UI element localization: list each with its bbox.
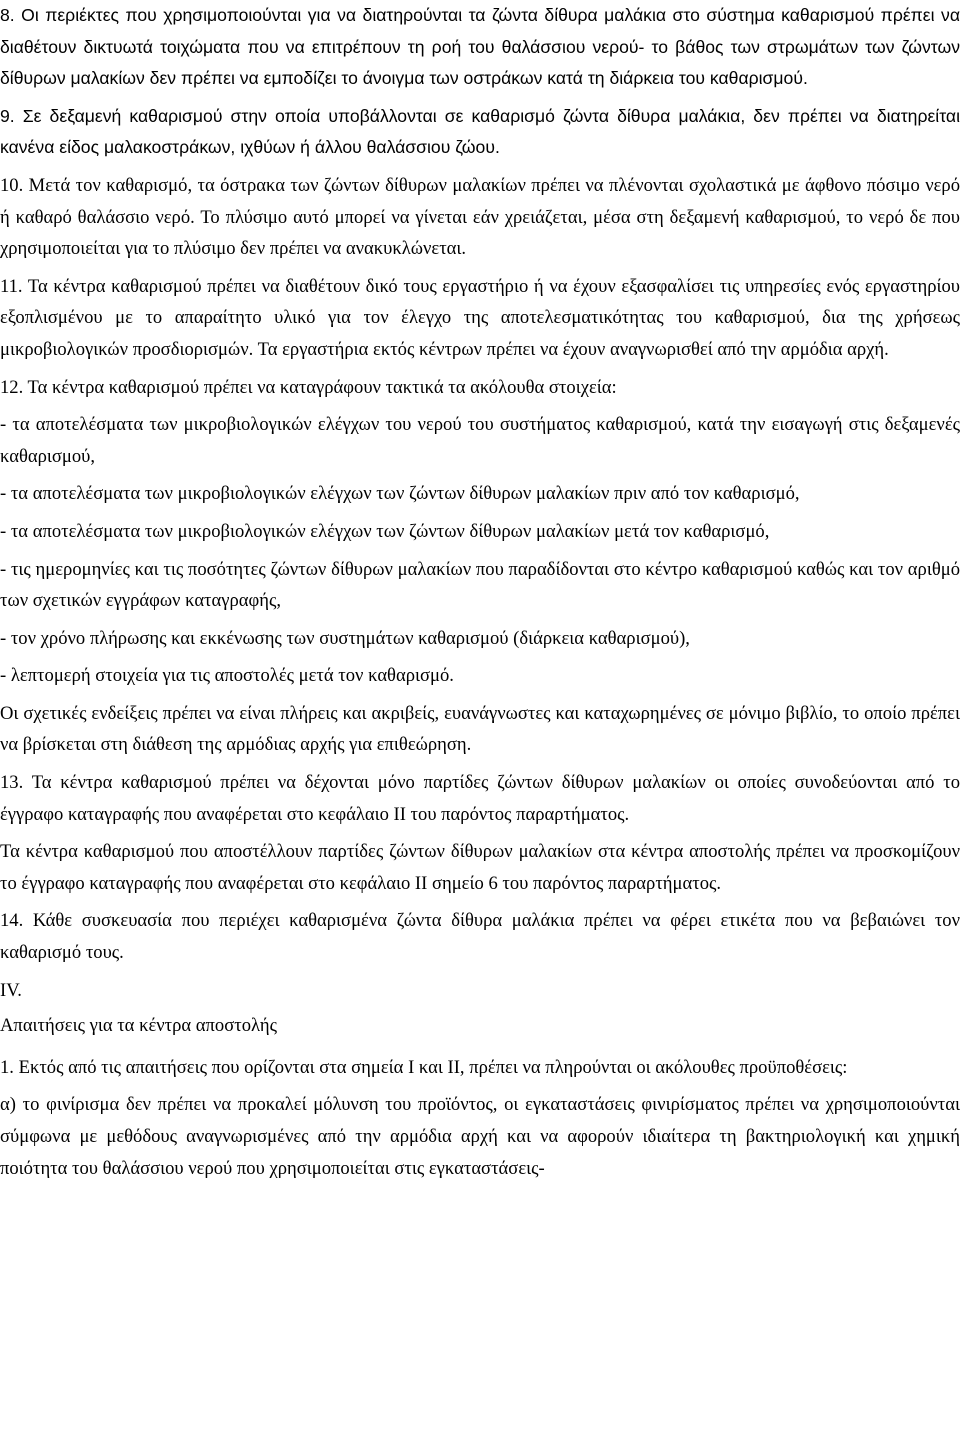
list-item-tests-before: - τα αποτελέσματα των μικροβιολογικών ελέγχων των ζώντων δίθυρων μαλακίων πριν από τον καθαρισμό, [0,483,800,505]
paragraph-11: 11. Τα κέντρα καθαρισμού πρέπει να διαθέτουν δικό τους εργαστήριο ή να έχουν εξασφαλίσει τις υπηρεσίες ενός εργαστηρίου εξοπλισμένου με το απαραίτητο υλικό για τον έλεγχο της αποτελεσματικότητας του καθαρισμού, δια της χρήσεως μικροβιολογικών προσδιορισμών. Τα εργαστήρια εκτός κέντρων πρέπει να έχουν αναγνωρισθεί από την αρμόδια αρχή. [0,275,960,360]
paragraph-12: 12. Τα κέντρα καθαρισμού πρέπει να καταγράφουν τακτικά τα ακόλουθα στοιχεία: [0,376,617,398]
paragraph-14: 14. Κάθε συσκευασία που περιέχει καθαρισμένα ζώντα δίθυρα μαλάκια πρέπει να φέρει ετικέτα που να βεβαιώνει τον καθαρισμό τους. [0,910,960,964]
list-item-shipments: - λεπτομερή στοιχεία για τις αποστολές μετά τον καθαρισμό. [0,665,454,687]
list-item-tests-after: - τα αποτελέσματα των μικροβιολογικών ελέγχων των ζώντων δίθυρων μαλακίων μετά τον καθαρισμό, [0,520,770,542]
paragraph-13: 13. Τα κέντρα καθαρισμού πρέπει να δέχονται μόνο παρτίδες ζώντων δίθυρων μαλακίων οι οποίες συνοδεύονται από το έγγραφο καταγραφής που αναφέρεται στο κεφάλαιο ΙΙ του παρόντος παραρτήματος. [0,772,960,825]
paragraph-8: 8. Οι περιέκτες που χρησιμοποιούνται για να διατηρούνται τα ζώντα δίθυρα μαλάκια στο σύστημα καθαρισμού πρέπει να διαθέτουν δικτυωτά τοιχώματα που να επιτρέπουν τη ροή του θαλάσσιου νερού- το βάθος των στρωμάτων των ζώντων δίθυρων μαλακίων δεν πρέπει να εμποδίζει το άνοιγμα των οστράκων κατά τη διάρκεια του καθαρισμού. [0,5,960,89]
list-item-fill-empty-time: - τον χρόνο πλήρωσης και εκκένωσης των συστημάτων καθαρισμού (διάρκεια καθαρισμού), [0,627,690,649]
section-heading: Απαιτήσεις για τα κέντρα αποστολής [0,1015,277,1037]
list-item-water-tests: - τα αποτελέσματα των μικροβιολογικών ελέγχων του νερού του συστήματος καθαρισμού, κατά την εισαγωγή στις δεξαμενές καθαρισμού, [0,414,960,467]
paragraph-13-continued: Τα κέντρα καθαρισμού που αποστέλλουν παρτίδες ζώντων δίθυρων μαλακίων στα κέντρα αποστολής πρέπει να προσκομίζουν το έγγραφο καταγραφής που αναφέρεται στο κεφάλαιο ΙΙ σημείο 6 του παρόντος παραρτήματος. [0,841,960,894]
section-number: IV. [0,979,22,1001]
paragraph-iv-1a: α) το φινίρισμα δεν πρέπει να προκαλεί μόλυνση του προϊόντος, οι εγκαταστάσεις φινιρίσματος πρέπει να χρησιμοποιούνται σύμφωνα με μεθόδους αναγνωρισμένες από την αρμόδια αρχή και να αφορούν ιδιαίτερα τη βακτηριολογική και χημική ποιότητα του θαλάσσιου νερού που χρησιμοποιείται στις εγκαταστάσεις- [0,1094,960,1179]
paragraph-records-note: Οι σχετικές ενδείξεις πρέπει να είναι πλήρεις και ακριβείς, ευανάγνωστες και καταχωρημένες σε μόνιμο βιβλίο, το οποίο πρέπει να βρίσκεται στη διάθεση της αρμόδιας αρχής για επιθεώρηση. [0,702,960,756]
paragraph-10: 10. Μετά τον καθαρισμό, τα όστρακα των ζώντων δίθυρων μαλακίων πρέπει να πλένονται σχολαστικά με άφθονο πόσιμο νερό ή καθαρό θαλάσσιο νερό. Το πλύσιμο αυτό μπορεί να γίνεται εάν χρειάζεται, μέσα στη δεξαμενή καθαρισμού, το νερό δε που χρησιμοποιείται για το πλύσιμο δεν πρέπει να ανακυκλώνεται. [0,174,960,260]
paragraph-9: 9. Σε δεξαμενή καθαρισμού στην οποία υποβάλλονται σε καθαρισμό ζώντα δίθυρα μαλάκια, δεν πρέπει να διατηρείται κανένα είδος μαλακοστράκων, ιχθύων ή άλλου θαλάσσιου ζώου. [0,105,960,158]
paragraph-iv-1: 1. Εκτός από τις απαιτήσεις που ορίζονται στα σημεία Ι και ΙΙ, πρέπει να πληρούνται οι ακόλουθες προϋποθέσεις: [0,1056,848,1078]
list-item-dates-quantities: - τις ημερομηνίες και τις ποσότητες ζώντων δίθυρων μαλακίων που παραδίδονται στο κέντρο καθαρισμού καθώς και τον αριθμό των σχετικών εγγράφων καταγραφής, [0,558,960,612]
